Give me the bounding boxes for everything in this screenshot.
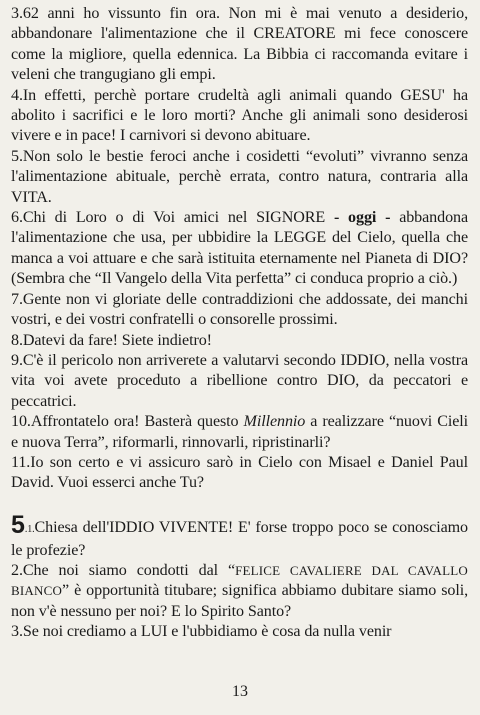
paragraph-9: 9.C'è il pericolo non arriverete a valutarvi secondo IDDIO, nella vostra vita voi avete proceduto a ribellione contro DIO, da peccatori e peccatrici.	[11, 351, 468, 410]
paragraph-10	[11, 412, 468, 453]
sub-number: .1.	[24, 523, 35, 535]
paragraph-11: 11.Io son certo e vi assicuro sarò in Cielo con Misael e Daniel Paul David. Vuoi esserci anche Tu?	[11, 453, 468, 492]
section-5-paragraph-3: 3.Se noi crediamo a LUI e l'ubbidiamo è cosa da nulla venir	[11, 622, 392, 640]
section-5-paragraph-2-end: ” è opportunità titubare; significa abbiamo dubitare siamo soli, non v'è nessuno per noi? E lo Spirito Santo?	[11, 582, 468, 620]
paragraph-7: 7.Gente non vi gloriate delle contraddizioni che addossate, dei manchi vostri, e dei vostri confratelli o consorelle prossimi.	[11, 290, 468, 329]
section-5-paragraph-1-text: Chiesa dell'IDDIO VIVENTE! E' forse troppo poco se conosciamo le profezie?	[11, 518, 468, 559]
section-5-paragraph-1	[11, 510, 468, 561]
section-number: 5	[11, 510, 25, 539]
millennio-italic: Millennio	[243, 413, 306, 431]
paragraph-6	[11, 208, 468, 290]
section-5-paragraph-2	[11, 561, 468, 622]
paragraph-10-start: 10.Affrontatelo ora! Basterà questo	[11, 413, 244, 431]
section-a	[11, 4, 468, 494]
paragraph-3: 3.62 anni ho vissunto fin ora. Non mi è mai venuto a desiderio, abbandonare l'alimentazione che il CREATORE mi fece conoscere come la migliore, quella edennica. La Bibbia ci raccomanda evitare i veleni che trangugiano gli empi.	[11, 5, 468, 84]
oggi-emphasis: - oggi -	[333, 209, 391, 227]
section-5	[11, 510, 468, 643]
section-5-paragraph-2-start: 2.Che noi siamo condotti dal “	[11, 561, 236, 579]
paragraph-6-start: 6.Chi di Loro o di Voi amici nel SIGNORE	[11, 209, 334, 227]
paragraph-8: 8.Datevi da fare! Siete indietro!	[11, 331, 212, 349]
paragraph-6-end: abbandona l'alimentazione che usa, per ubbidire la LEGGE del Cielo, quella che manca a voi attuare e che sarà istituita eternamente nel Pianeta di DIO? (Sembra che “Il Vangelo della Vita perfetta” ci conduca proprio a ciò.)	[11, 209, 469, 288]
paragraph-5: 5.Non solo le bestie feroci anche i cosidetti “evoluti” vivranno senza l'alimentazione abituale, perchè errata, contro natura, contraria alla VITA.	[11, 147, 468, 206]
cavaliere-smallcaps: FELICE CAVALIERE DAL CAVALLO BIANCO	[11, 562, 468, 599]
page-number: 13	[232, 683, 248, 700]
paragraph-10-end: a realizzare “nuovi Cieli e nuova Terra”, riformarli, rinnovarli, ripristinarli?	[11, 413, 468, 451]
paragraph-4: 4.In effetti, perchè portare crudeltà agli animali quando GESU' ha abolito i sacrifici e le loro morti? Anche gli animali sono desiderosi vivere e in pace! I carnivori si devono abituare.	[11, 86, 468, 145]
